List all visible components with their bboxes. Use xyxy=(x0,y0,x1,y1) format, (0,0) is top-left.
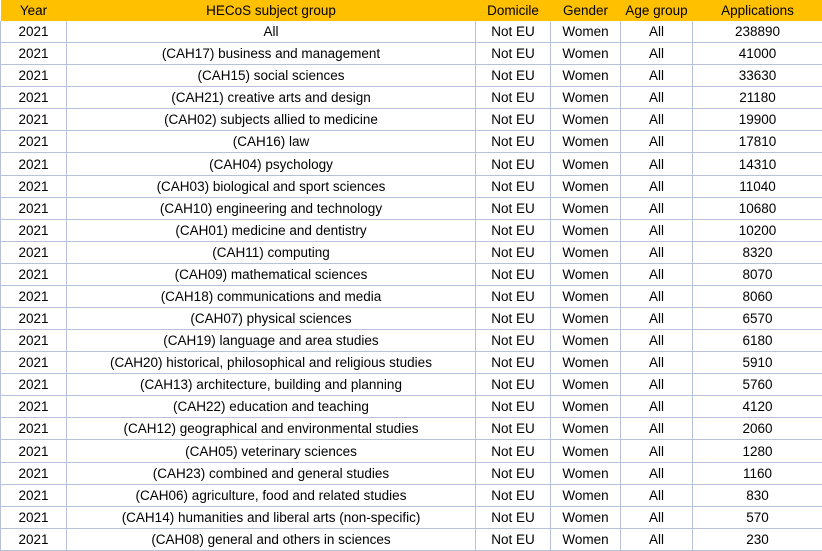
cell-year[interactable]: 2021 xyxy=(1,506,67,528)
column-header-gender[interactable]: Gender xyxy=(551,0,621,21)
cell-domicile[interactable]: Not EU xyxy=(476,374,551,396)
table-row xyxy=(1,241,822,263)
cell-gender[interactable]: Women xyxy=(551,396,621,418)
cell-gender[interactable]: Women xyxy=(551,219,621,241)
cell-gender[interactable]: Women xyxy=(551,21,621,43)
cell-age_group[interactable]: All xyxy=(621,352,693,374)
column-header-domicile[interactable]: Domicile xyxy=(476,0,551,21)
cell-gender[interactable]: Women xyxy=(551,528,621,550)
cell-subject[interactable]: (CAH05) veterinary sciences xyxy=(67,440,476,462)
table-row xyxy=(1,285,822,307)
cell-applications[interactable]: 1160 xyxy=(693,462,822,484)
cell-applications[interactable]: 10680 xyxy=(693,197,822,219)
cell-year[interactable]: 2021 xyxy=(1,219,67,241)
cell-year[interactable]: 2021 xyxy=(1,440,67,462)
cell-subject[interactable]: (CAH22) education and teaching xyxy=(67,396,476,418)
cell-subject[interactable]: (CAH16) law xyxy=(67,131,476,153)
cell-domicile[interactable]: Not EU xyxy=(476,65,551,87)
table-row xyxy=(1,484,822,506)
cell-age_group[interactable]: All xyxy=(621,440,693,462)
cell-gender[interactable]: Women xyxy=(551,352,621,374)
cell-year[interactable]: 2021 xyxy=(1,109,67,131)
cell-subject[interactable]: (CAH08) general and others in sciences xyxy=(67,528,476,550)
cell-applications[interactable]: 830 xyxy=(693,484,822,506)
cell-age_group[interactable]: All xyxy=(621,241,693,263)
cell-domicile[interactable]: Not EU xyxy=(476,352,551,374)
cell-year[interactable]: 2021 xyxy=(1,418,67,440)
cell-applications[interactable]: 10200 xyxy=(693,219,822,241)
cell-domicile[interactable]: Not EU xyxy=(476,440,551,462)
cell-year[interactable]: 2021 xyxy=(1,374,67,396)
cell-domicile[interactable]: Not EU xyxy=(476,197,551,219)
table-row xyxy=(1,308,822,330)
cell-domicile[interactable]: Not EU xyxy=(476,285,551,307)
cell-year[interactable]: 2021 xyxy=(1,285,67,307)
cell-gender[interactable]: Women xyxy=(551,330,621,352)
table-row xyxy=(1,263,822,285)
table-row xyxy=(1,506,822,528)
cell-age_group[interactable]: All xyxy=(621,197,693,219)
cell-age_group[interactable]: All xyxy=(621,396,693,418)
cell-domicile[interactable]: Not EU xyxy=(476,87,551,109)
cell-gender[interactable]: Women xyxy=(551,43,621,65)
cell-domicile[interactable]: Not EU xyxy=(476,462,551,484)
cell-subject[interactable]: (CAH15) social sciences xyxy=(67,65,476,87)
cell-subject[interactable]: (CAH02) subjects allied to medicine xyxy=(67,109,476,131)
cell-domicile[interactable]: Not EU xyxy=(476,43,551,65)
cell-applications[interactable]: 21180 xyxy=(693,87,822,109)
cell-applications[interactable]: 14310 xyxy=(693,153,822,175)
cell-domicile[interactable]: Not EU xyxy=(476,528,551,550)
table-row xyxy=(1,65,822,87)
cell-gender[interactable]: Women xyxy=(551,109,621,131)
cell-year[interactable]: 2021 xyxy=(1,87,67,109)
cell-gender[interactable]: Women xyxy=(551,440,621,462)
cell-domicile[interactable]: Not EU xyxy=(476,109,551,131)
cell-gender[interactable]: Women xyxy=(551,153,621,175)
cell-year[interactable]: 2021 xyxy=(1,352,67,374)
cell-applications[interactable]: 8070 xyxy=(693,263,822,285)
table-row xyxy=(1,153,822,175)
cell-year[interactable]: 2021 xyxy=(1,21,67,43)
cell-age_group[interactable]: All xyxy=(621,153,693,175)
cell-gender[interactable]: Women xyxy=(551,506,621,528)
cell-applications[interactable]: 230 xyxy=(693,528,822,550)
cell-applications[interactable]: 4120 xyxy=(693,396,822,418)
table-row xyxy=(1,131,822,153)
cell-age_group[interactable]: All xyxy=(621,21,693,43)
cell-domicile[interactable]: Not EU xyxy=(476,396,551,418)
cell-subject[interactable]: (CAH13) architecture, building and planning xyxy=(67,374,476,396)
cell-applications[interactable]: 6180 xyxy=(693,330,822,352)
cell-age_group[interactable]: All xyxy=(621,43,693,65)
cell-applications[interactable]: 11040 xyxy=(693,175,822,197)
cell-subject[interactable]: (CAH23) combined and general studies xyxy=(67,462,476,484)
table-row xyxy=(1,330,822,352)
header-row xyxy=(1,0,822,21)
table-body xyxy=(1,21,822,551)
table-row xyxy=(1,528,822,550)
cell-subject[interactable]: (CAH04) psychology xyxy=(67,153,476,175)
table-row xyxy=(1,197,822,219)
cell-age_group[interactable]: All xyxy=(621,462,693,484)
cell-age_group[interactable]: All xyxy=(621,263,693,285)
cell-year[interactable]: 2021 xyxy=(1,528,67,550)
cell-age_group[interactable]: All xyxy=(621,285,693,307)
cell-domicile[interactable]: Not EU xyxy=(476,308,551,330)
cell-year[interactable]: 2021 xyxy=(1,197,67,219)
cell-applications[interactable]: 238890 xyxy=(693,21,822,43)
cell-gender[interactable]: Women xyxy=(551,65,621,87)
cell-applications[interactable]: 8320 xyxy=(693,241,822,263)
cell-age_group[interactable]: All xyxy=(621,484,693,506)
cell-applications[interactable]: 41000 xyxy=(693,43,822,65)
cell-domicile[interactable]: Not EU xyxy=(476,263,551,285)
cell-subject[interactable]: (CAH03) biological and sport sciences xyxy=(67,175,476,197)
cell-age_group[interactable]: All xyxy=(621,330,693,352)
cell-gender[interactable]: Women xyxy=(551,418,621,440)
cell-age_group[interactable]: All xyxy=(621,65,693,87)
cell-applications[interactable]: 6570 xyxy=(693,308,822,330)
cell-domicile[interactable]: Not EU xyxy=(476,418,551,440)
table-row xyxy=(1,374,822,396)
cell-age_group[interactable]: All xyxy=(621,175,693,197)
cell-gender[interactable]: Women xyxy=(551,87,621,109)
cell-applications[interactable]: 8060 xyxy=(693,285,822,307)
table-row xyxy=(1,219,822,241)
cell-applications[interactable]: 5760 xyxy=(693,374,822,396)
cell-subject[interactable]: (CAH19) language and area studies xyxy=(67,330,476,352)
cell-year[interactable]: 2021 xyxy=(1,153,67,175)
cell-applications[interactable]: 5910 xyxy=(693,352,822,374)
cell-year[interactable]: 2021 xyxy=(1,241,67,263)
cell-subject[interactable]: All xyxy=(67,21,476,43)
cell-subject[interactable]: (CAH01) medicine and dentistry xyxy=(67,219,476,241)
cell-year[interactable]: 2021 xyxy=(1,175,67,197)
table-row xyxy=(1,87,822,109)
cell-year[interactable]: 2021 xyxy=(1,131,67,153)
cell-year[interactable]: 2021 xyxy=(1,484,67,506)
cell-domicile[interactable]: Not EU xyxy=(476,21,551,43)
cell-subject[interactable]: (CAH09) mathematical sciences xyxy=(67,263,476,285)
cell-gender[interactable]: Women xyxy=(551,175,621,197)
cell-domicile[interactable]: Not EU xyxy=(476,153,551,175)
cell-year[interactable]: 2021 xyxy=(1,330,67,352)
cell-gender[interactable]: Women xyxy=(551,131,621,153)
cell-gender[interactable]: Women xyxy=(551,374,621,396)
cell-applications[interactable]: 33630 xyxy=(693,65,822,87)
column-header-subject[interactable]: HECoS subject group xyxy=(67,0,476,21)
cell-age_group[interactable]: All xyxy=(621,418,693,440)
cell-subject[interactable]: (CAH21) creative arts and design xyxy=(67,87,476,109)
cell-year[interactable]: 2021 xyxy=(1,65,67,87)
cell-applications[interactable]: 2060 xyxy=(693,418,822,440)
cell-subject[interactable]: (CAH20) historical, philosophical and religious studies xyxy=(67,352,476,374)
column-header-applications[interactable]: Applications xyxy=(693,0,822,21)
cell-gender[interactable]: Women xyxy=(551,241,621,263)
table-row xyxy=(1,462,822,484)
table-row xyxy=(1,109,822,131)
cell-applications[interactable]: 17810 xyxy=(693,131,822,153)
cell-applications[interactable]: 570 xyxy=(693,506,822,528)
cell-subject[interactable]: (CAH11) computing xyxy=(67,241,476,263)
table-row xyxy=(1,418,822,440)
cell-age_group[interactable]: All xyxy=(621,506,693,528)
cell-subject[interactable]: (CAH17) business and management xyxy=(67,43,476,65)
table-row xyxy=(1,43,822,65)
cell-year[interactable]: 2021 xyxy=(1,396,67,418)
cell-domicile[interactable]: Not EU xyxy=(476,484,551,506)
cell-gender[interactable]: Women xyxy=(551,285,621,307)
cell-age_group[interactable]: All xyxy=(621,109,693,131)
table-row xyxy=(1,352,822,374)
cell-applications[interactable]: 1280 xyxy=(693,440,822,462)
cell-year[interactable]: 2021 xyxy=(1,43,67,65)
cell-domicile[interactable]: Not EU xyxy=(476,506,551,528)
column-header-year[interactable]: Year xyxy=(1,0,67,21)
cell-subject[interactable]: (CAH18) communications and media xyxy=(67,285,476,307)
cell-domicile[interactable]: Not EU xyxy=(476,330,551,352)
cell-age_group[interactable]: All xyxy=(621,131,693,153)
cell-gender[interactable]: Women xyxy=(551,263,621,285)
cell-subject[interactable]: (CAH10) engineering and technology xyxy=(67,197,476,219)
cell-subject[interactable]: (CAH07) physical sciences xyxy=(67,308,476,330)
cell-gender[interactable]: Women xyxy=(551,197,621,219)
cell-gender[interactable]: Women xyxy=(551,484,621,506)
cell-age_group[interactable]: All xyxy=(621,374,693,396)
cell-year[interactable]: 2021 xyxy=(1,263,67,285)
cell-subject[interactable]: (CAH06) agriculture, food and related studies xyxy=(67,484,476,506)
table-row xyxy=(1,396,822,418)
cell-age_group[interactable]: All xyxy=(621,87,693,109)
cell-domicile[interactable]: Not EU xyxy=(476,219,551,241)
cell-applications[interactable]: 19900 xyxy=(693,109,822,131)
cell-age_group[interactable]: All xyxy=(621,219,693,241)
cell-gender[interactable]: Women xyxy=(551,462,621,484)
cell-domicile[interactable]: Not EU xyxy=(476,131,551,153)
cell-domicile[interactable]: Not EU xyxy=(476,241,551,263)
table-row xyxy=(1,440,822,462)
table-row xyxy=(1,175,822,197)
cell-year[interactable]: 2021 xyxy=(1,462,67,484)
cell-age_group[interactable]: All xyxy=(621,528,693,550)
cell-gender[interactable]: Women xyxy=(551,308,621,330)
cell-age_group[interactable]: All xyxy=(621,308,693,330)
cell-domicile[interactable]: Not EU xyxy=(476,175,551,197)
cell-year[interactable]: 2021 xyxy=(1,308,67,330)
column-header-age_group[interactable]: Age group xyxy=(621,0,693,21)
cell-subject[interactable]: (CAH14) humanities and liberal arts (non-specific) xyxy=(67,506,476,528)
cell-subject[interactable]: (CAH12) geographical and environmental studies xyxy=(67,418,476,440)
table-row xyxy=(1,21,822,43)
